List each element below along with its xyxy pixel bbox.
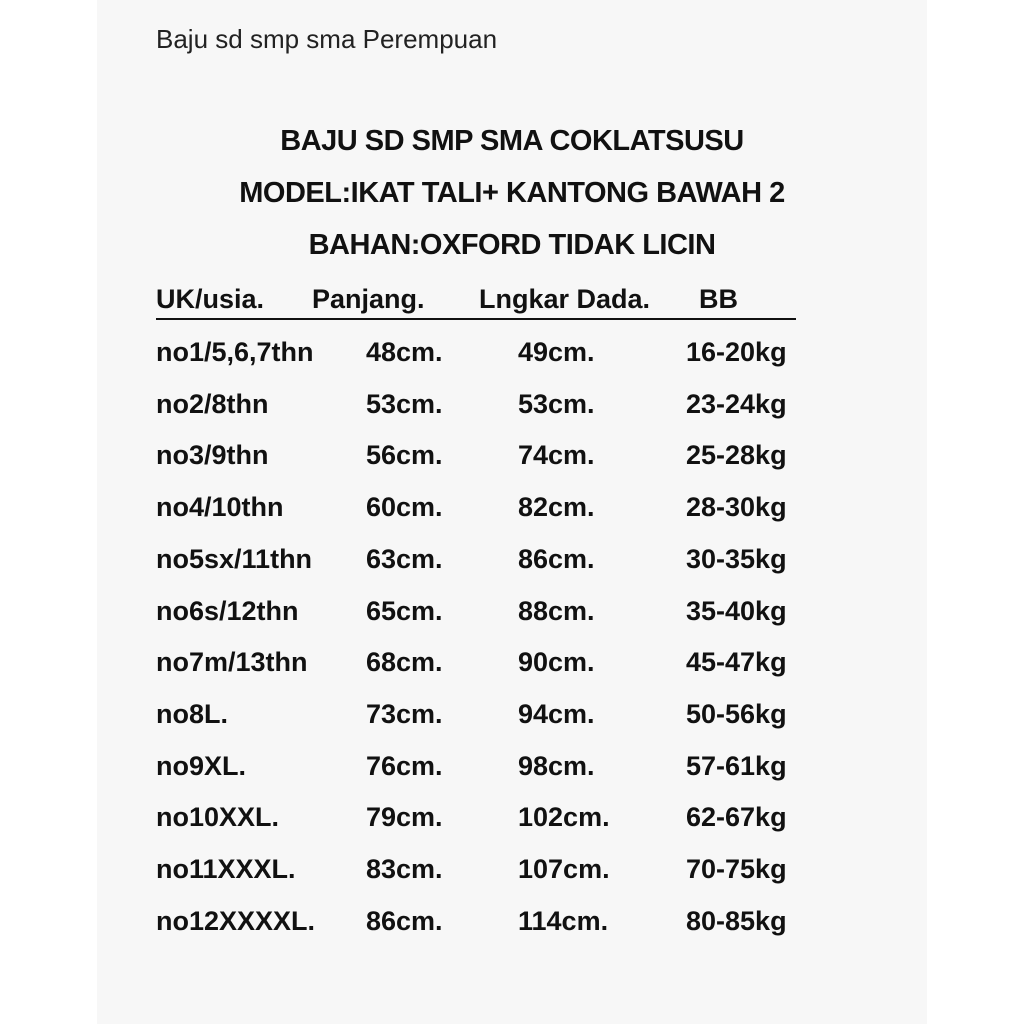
table-row	[156, 699, 856, 735]
cell-size-age: no1/5,6,7thn	[156, 337, 314, 367]
cell-chest: 82cm.	[518, 492, 595, 523]
cell-length: 68cm.	[366, 647, 443, 678]
cell-chest: 88cm.	[518, 595, 595, 626]
cell-weight: 50-56kg	[686, 698, 787, 729]
cell-chest: 53cm.	[518, 388, 595, 419]
cell-length: 56cm.	[366, 440, 443, 471]
cell-weight: 16-20kg	[686, 337, 787, 367]
cell-weight: 45-47kg	[686, 647, 787, 678]
cell-size-age: no11XXXL.	[156, 854, 296, 884]
cell-size-age: no12XXXXL.	[156, 905, 316, 936]
heading-line-2: MODEL:IKAT TALI+ KANTONG BAWAH 2	[239, 177, 785, 209]
heading-line-3: BAHAN:OXFORD TIDAK LICIN	[308, 229, 716, 261]
table-row	[156, 544, 856, 580]
table-row	[156, 440, 856, 476]
table-row	[156, 647, 856, 683]
cell-length: 53cm.	[366, 388, 443, 419]
table-row	[156, 492, 856, 528]
cell-size-age: no5sx/11thn	[156, 543, 313, 574]
cell-size-age: no8L.	[156, 698, 228, 729]
cell-weight: 23-24kg	[686, 388, 787, 419]
table-row	[156, 337, 856, 373]
cell-chest: 86cm.	[518, 543, 595, 574]
table-row	[156, 854, 856, 890]
cell-length: 63cm.	[366, 543, 443, 574]
cell-length: 48cm.	[366, 337, 443, 367]
cell-size-age: no10XXL.	[156, 802, 280, 833]
cell-size-age: no4/10thn	[156, 492, 284, 523]
header-chest: Lngkar Dada.	[479, 284, 651, 314]
table-row	[156, 596, 856, 632]
header-size-age: UK/usia.	[156, 284, 265, 314]
header-weight: BB	[699, 284, 738, 314]
product-title: Baju sd smp sma Perempuan	[156, 24, 498, 54]
cell-weight: 62-67kg	[686, 802, 787, 833]
cell-length: 86cm.	[366, 905, 443, 936]
cell-size-age: no7m/13thn	[156, 647, 308, 678]
cell-weight: 80-85kg	[686, 905, 787, 936]
cell-chest: 98cm.	[518, 750, 595, 781]
cell-weight: 57-61kg	[686, 750, 787, 781]
cell-weight: 30-35kg	[686, 543, 787, 574]
table-row	[156, 751, 856, 787]
cell-chest: 90cm.	[518, 647, 595, 678]
cell-weight: 28-30kg	[686, 492, 787, 523]
header-length: Panjang.	[312, 284, 425, 314]
cell-size-age: no2/8thn	[156, 388, 269, 419]
cell-chest: 49cm.	[518, 337, 595, 367]
cell-chest: 102cm.	[518, 802, 610, 833]
cell-chest: 107cm.	[518, 854, 610, 884]
cell-weight: 70-75kg	[686, 854, 787, 884]
cell-length: 73cm.	[366, 698, 443, 729]
cell-length: 83cm.	[366, 854, 443, 884]
cell-length: 60cm.	[366, 492, 443, 523]
cell-length: 79cm.	[366, 802, 443, 833]
cell-weight: 35-40kg	[686, 595, 787, 626]
table-row	[156, 906, 856, 942]
cell-size-age: no9XL.	[156, 750, 247, 781]
table-row	[156, 389, 856, 425]
heading-line-1: BAJU SD SMP SMA COKLATSUSU	[280, 125, 744, 157]
cell-chest: 94cm.	[518, 698, 595, 729]
cell-size-age: no3/9thn	[156, 440, 269, 471]
cell-chest: 114cm.	[518, 905, 609, 936]
size-table-header	[156, 284, 796, 320]
cell-length: 76cm.	[366, 750, 443, 781]
cell-chest: 74cm.	[518, 440, 595, 471]
cell-length: 65cm.	[366, 595, 443, 626]
cell-size-age: no6s/12thn	[156, 595, 299, 626]
cell-weight: 25-28kg	[686, 440, 787, 471]
table-row	[156, 802, 856, 838]
